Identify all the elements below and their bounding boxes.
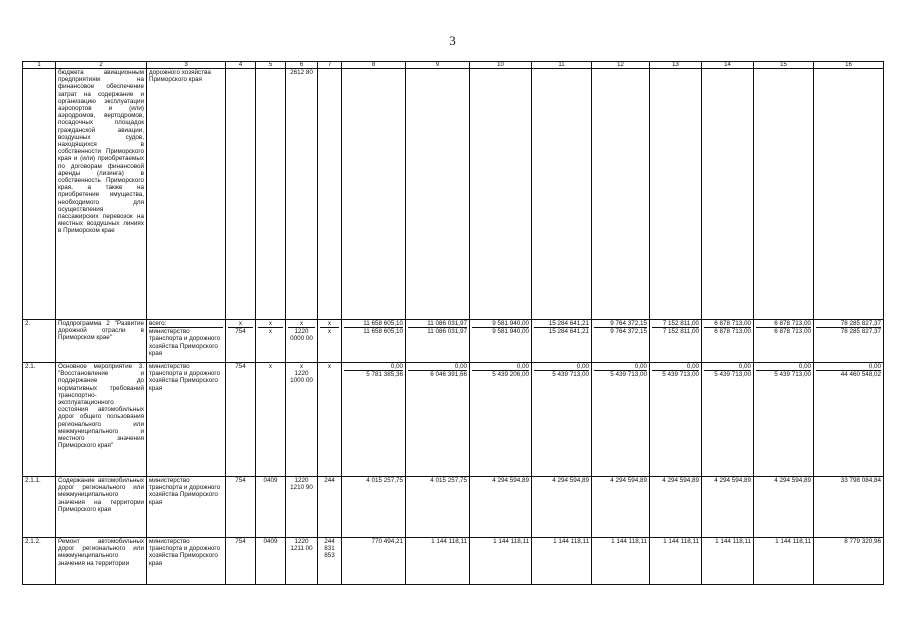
cell-sub: 5 439 713,00 xyxy=(610,371,647,379)
cell-value: 8 779 320,96 xyxy=(814,538,884,585)
col-header: 16 xyxy=(814,62,884,69)
cell-value xyxy=(592,320,650,363)
cell-grbs xyxy=(226,320,256,363)
cell-value: 4 015 257,75 xyxy=(406,477,470,538)
cell-sub: 5 439 713,00 xyxy=(714,371,751,379)
budget-table xyxy=(22,61,884,585)
cell-value xyxy=(814,363,884,477)
cell-sub: 5 439 713,00 xyxy=(774,371,811,379)
cell-vr xyxy=(318,363,342,477)
cell-rzpr xyxy=(256,320,286,363)
cell-value xyxy=(592,69,650,320)
cell-description: Ремонт автомобильных дорог регионального или межмуниципального значения на территории xyxy=(56,538,147,585)
cell-value xyxy=(532,320,592,363)
cell-total: 0,00 xyxy=(704,363,751,371)
cell-value: 4 015 257,75 xyxy=(342,477,406,538)
col-header: 5 xyxy=(256,62,286,69)
cell-value xyxy=(754,363,814,477)
cell-rzpr: 0409 xyxy=(256,538,286,585)
cell-rzpr: 0409 xyxy=(256,477,286,538)
cell-value: 4 294 594,89 xyxy=(592,477,650,538)
cell-number: 2.1. xyxy=(23,363,56,477)
cell-description: бюджета авиационным предприятиям на финансовое обеспечение затрат на содержание и организацию эксплуатации аэропортов и (или) аэродромов, вертодромов, посадочных площадок гражданской авиации, воздушных судов, находящихся в собственности Приморского края и (или) приобретаемых по договорам финансовой аренды (лизинга) в собственность Приморского края, а также на приобретение имущества, необходимого для осуществления пассажирских перевозок на местных воздушных линиях в Приморском крае xyxy=(56,69,147,320)
cell-value xyxy=(814,69,884,320)
cell-sub: 9 581 940,00 xyxy=(492,328,529,336)
cell-total: 0,00 xyxy=(816,363,881,371)
cell-grbs: 754 xyxy=(226,363,256,477)
col-header: 10 xyxy=(470,62,532,69)
cell-sub: 5 781 385,36 xyxy=(366,371,403,379)
cell-total: 15 284 641,21 xyxy=(534,320,589,328)
col-header: 2 xyxy=(56,62,147,69)
cell-value xyxy=(342,320,406,363)
cell-total: 0,00 xyxy=(594,363,647,371)
table-row xyxy=(23,69,884,320)
cell-value: 4 294 594,89 xyxy=(532,477,592,538)
cell-rzpr: х xyxy=(256,363,286,477)
cell-value: 1 144 118,11 xyxy=(702,538,754,585)
cell-sub: 9 764 372,15 xyxy=(610,328,647,336)
cell-sub: х xyxy=(327,328,332,336)
cell-executor xyxy=(147,320,226,363)
cell-vr xyxy=(318,69,342,320)
cell-sub: 754 xyxy=(235,328,246,336)
cell-value: 4 294 594,89 xyxy=(702,477,754,538)
cell-csr: 1220 1211 00 xyxy=(286,538,318,585)
cell-total: 9 764 372,15 xyxy=(594,320,647,328)
cell-value xyxy=(532,363,592,477)
cell-sub: 15 284 641,21 xyxy=(548,328,589,336)
cell-value xyxy=(470,69,532,320)
cell-total: 6 878 713,00 xyxy=(756,320,811,328)
table-row xyxy=(23,477,884,538)
col-header: 4 xyxy=(226,62,256,69)
cell-vr: 244 xyxy=(318,477,342,538)
cell-value xyxy=(406,320,470,363)
cell-total: х xyxy=(320,320,339,328)
cell-value: 33 798 084,84 xyxy=(814,477,884,538)
page-number: 3 xyxy=(449,33,456,48)
cell-csr xyxy=(286,320,318,363)
table-row xyxy=(23,363,884,477)
cell-value: 1 144 118,11 xyxy=(754,538,814,585)
col-header: 7 xyxy=(318,62,342,69)
cell-value xyxy=(702,320,754,363)
cell-sub: х xyxy=(268,328,273,336)
col-header: 14 xyxy=(702,62,754,69)
cell-total: 11 658 605,10 xyxy=(344,320,403,328)
cell-executor: министерство транспорта и дорожного хозяйства Приморского края xyxy=(147,363,226,477)
cell-number: 2.1.2. xyxy=(23,538,56,585)
cell-executor-name: министерство транспорта и дорожного хозяйства Приморского края xyxy=(149,328,221,357)
cell-value xyxy=(650,320,702,363)
cell-total: х xyxy=(299,363,304,370)
cell-total: 6 878 713,00 xyxy=(704,320,751,328)
cell-sub: 5 439 713,00 xyxy=(662,371,699,379)
cell-number: 2.1.1. xyxy=(23,477,56,538)
col-header: 9 xyxy=(406,62,470,69)
cell-value xyxy=(650,363,702,477)
cell-grbs xyxy=(226,69,256,320)
cell-total: 0,00 xyxy=(472,363,529,371)
cell-value xyxy=(342,363,406,477)
cell-value xyxy=(406,363,470,477)
cell-total: х xyxy=(327,363,332,370)
cell-sub: 1220 1000 00 xyxy=(290,370,313,385)
cell-sub: 5 439 206,00 xyxy=(492,371,529,379)
cell-total: 7 152 811,00 xyxy=(652,320,699,328)
cell-sub: 44 460 548,02 xyxy=(840,371,881,379)
cell-value xyxy=(650,69,702,320)
cell-total: 0,00 xyxy=(408,363,467,371)
cell-executor: министерство транспорта и дорожного хозяйства Приморского края xyxy=(147,477,226,538)
cell-description: Основное мероприятие 3. "Восстановление и поддержание до нормативных требований транспортно-эксплуатационного состояния автомобильных дорог общего пользования регионального или межмуниципального и местного значения Приморского края" xyxy=(56,363,147,477)
cell-sub: 5 439 713,00 xyxy=(552,371,589,379)
cell-value: 1 144 118,11 xyxy=(470,538,532,585)
cell-total: х xyxy=(288,320,315,328)
cell-total: 0,00 xyxy=(344,363,403,371)
col-header: 11 xyxy=(532,62,592,69)
cell-csr xyxy=(286,363,318,477)
cell-executor: дорожного хозяйства Приморского края xyxy=(147,69,226,320)
table-row xyxy=(23,538,884,585)
cell-number: 2. xyxy=(23,320,56,363)
cell-value xyxy=(470,320,532,363)
cell-value xyxy=(754,320,814,363)
col-header: 13 xyxy=(650,62,702,69)
cell-sub: 6 046 391,66 xyxy=(430,371,467,379)
cell-description: Содержание автомобильных дорог регионального или межмуниципального значения на территории Приморского края xyxy=(56,477,147,538)
cell-csr: 1220 1210 90 xyxy=(286,477,318,538)
cell-sub: 6 878 713,00 xyxy=(774,328,811,336)
cell-grbs: 754 xyxy=(226,477,256,538)
cell-grbs: 754 xyxy=(226,538,256,585)
cell-number xyxy=(23,69,56,320)
table-row xyxy=(23,320,884,363)
col-header: 12 xyxy=(592,62,650,69)
col-header: 1 xyxy=(23,62,56,69)
cell-total: 11 086 031,97 xyxy=(408,320,467,328)
cell-value xyxy=(470,363,532,477)
cell-total: 0,00 xyxy=(756,363,811,371)
cell-total: х xyxy=(258,320,283,328)
cell-value xyxy=(342,69,406,320)
cell-rzpr xyxy=(256,69,286,320)
cell-total: 78 285 827,37 xyxy=(816,320,881,328)
cell-value: 770 494,21 xyxy=(342,538,406,585)
cell-value: 4 294 594,89 xyxy=(470,477,532,538)
cell-total: 0,00 xyxy=(652,363,699,371)
cell-sub: 78 285 827,37 xyxy=(840,328,881,336)
col-header: 6 xyxy=(286,62,318,69)
cell-executor: министерство транспорта и дорожного хозяйства Приморского края xyxy=(147,538,226,585)
cell-sub: 6 878 713,00 xyxy=(714,328,751,336)
cell-csr: 2612 80 xyxy=(286,69,318,320)
cell-description: Подпрограмма 2 "Развитие дорожной отрасли в Приморском крае" xyxy=(56,320,147,363)
cell-value xyxy=(406,69,470,320)
cell-sub: 11 658 605,10 xyxy=(363,328,403,336)
cell-value xyxy=(814,320,884,363)
cell-sub: 11 086 031,97 xyxy=(427,328,467,336)
cell-vr xyxy=(318,320,342,363)
cell-value: 1 144 118,11 xyxy=(532,538,592,585)
cell-value: 4 294 594,89 xyxy=(754,477,814,538)
cell-value xyxy=(702,69,754,320)
col-header: 8 xyxy=(342,62,406,69)
cell-total: х xyxy=(228,320,253,328)
col-header: 3 xyxy=(147,62,226,69)
cell-total: 9 581 940,00 xyxy=(472,320,529,328)
col-header: 15 xyxy=(754,62,814,69)
cell-value: 1 144 118,11 xyxy=(592,538,650,585)
cell-value xyxy=(592,363,650,477)
cell-value xyxy=(754,69,814,320)
cell-value: 1 144 118,11 xyxy=(406,538,470,585)
cell-value: 4 294 594,89 xyxy=(650,477,702,538)
header-row xyxy=(23,62,884,69)
cell-sub: 1220 0000 00 xyxy=(290,328,313,343)
cell-value xyxy=(702,363,754,477)
cell-total-label: всего: xyxy=(149,320,223,328)
cell-value: 1 144 118,11 xyxy=(650,538,702,585)
cell-total: 0,00 xyxy=(534,363,589,371)
cell-value xyxy=(532,69,592,320)
cell-vr: 244 831 853 xyxy=(318,538,342,585)
cell-sub: 7 152 811,00 xyxy=(662,328,699,336)
